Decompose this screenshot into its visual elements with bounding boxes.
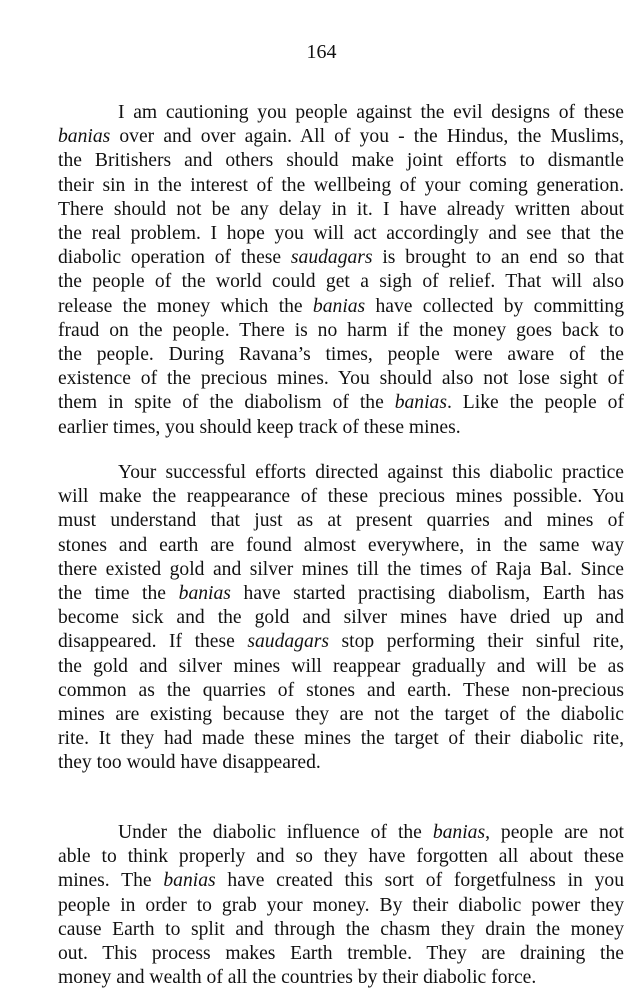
page-number: 164 [306, 41, 337, 63]
text-line: mines are existing because they are not the target of the diabolic [58, 704, 624, 726]
text-line: mines. The banias have created this sort of forgetfulness in you [58, 870, 624, 892]
paragraph-2 [58, 461, 624, 776]
text-line: diabolic operation of these saudagars is brought to an end so that [58, 247, 624, 269]
text-line: the time the banias have started practising diabolism, Earth has [58, 583, 624, 605]
text-line: There should not be any delay in it. I have already written about [58, 198, 624, 220]
text-line: money and wealth of all the countries by their diabolic force. [58, 967, 537, 989]
text-line: fraud on the people. There is no harm if the money goes back to [58, 319, 624, 341]
text-line: people in order to grab your money. By their diabolic power they [58, 894, 624, 916]
text-line: they too would have disappeared. [58, 752, 321, 774]
text-line: out. This process makes Earth tremble. They are draining the [58, 943, 624, 965]
text-line: the real problem. I hope you will act accordingly and see that the [58, 223, 624, 245]
text-line: must understand that just as at present quarries and mines of [58, 510, 624, 532]
text-line: them in spite of the diabolism of the banias. Like the people of [58, 392, 624, 414]
text-line: cause Earth to split and through the chasm they drain the money [58, 918, 624, 940]
text-line: disappeared. If these saudagars stop performing their sinful rite, [58, 631, 624, 653]
text-line: there existed gold and silver mines till the times of Raja Bal. Since [58, 558, 624, 580]
paragraph-1 [58, 101, 624, 440]
text-line: Your successful efforts directed against this diabolic practice [118, 462, 624, 483]
text-line: their sin in the interest of the wellbeing of your coming generation. [58, 174, 624, 196]
text-line: stones and earth are found almost everywhere, in the same way [58, 534, 624, 556]
text-line: will make the reappearance of these precious mines possible. You [58, 486, 624, 508]
text-line: become sick and the gold and silver mines have dried up and [58, 607, 624, 629]
text-line: release the money which the banias have collected by committing [58, 295, 624, 317]
text-line: Under the diabolic influence of the banias, people are not [118, 822, 625, 843]
text-line: the Britishers and others should make joint efforts to dismantle [58, 150, 624, 172]
text-line: banias over and over again. All of you - the Hindus, the Muslims, [58, 126, 624, 148]
text-line: I am cautioning you people against the evil designs of these [118, 102, 624, 123]
text-line: rite. It they had made these mines the target of their diabolic rite, [58, 728, 624, 750]
paragraph-3 [58, 821, 624, 990]
text-line: the people. During Ravana’s times, people were aware of the [58, 344, 624, 366]
text-line: earlier times, you should keep track of these mines. [58, 416, 461, 438]
text-line: the people of the world could get a sigh of relief. That will also [58, 271, 624, 293]
text-line: common as the quarries of stones and earth. These non-precious [58, 679, 624, 701]
text-line: the gold and silver mines will reappear gradually and will be as [58, 655, 624, 677]
text-line: existence of the precious mines. You should also not lose sight of [58, 368, 624, 390]
text-line: able to think properly and so they have forgotten all about these [58, 846, 624, 868]
